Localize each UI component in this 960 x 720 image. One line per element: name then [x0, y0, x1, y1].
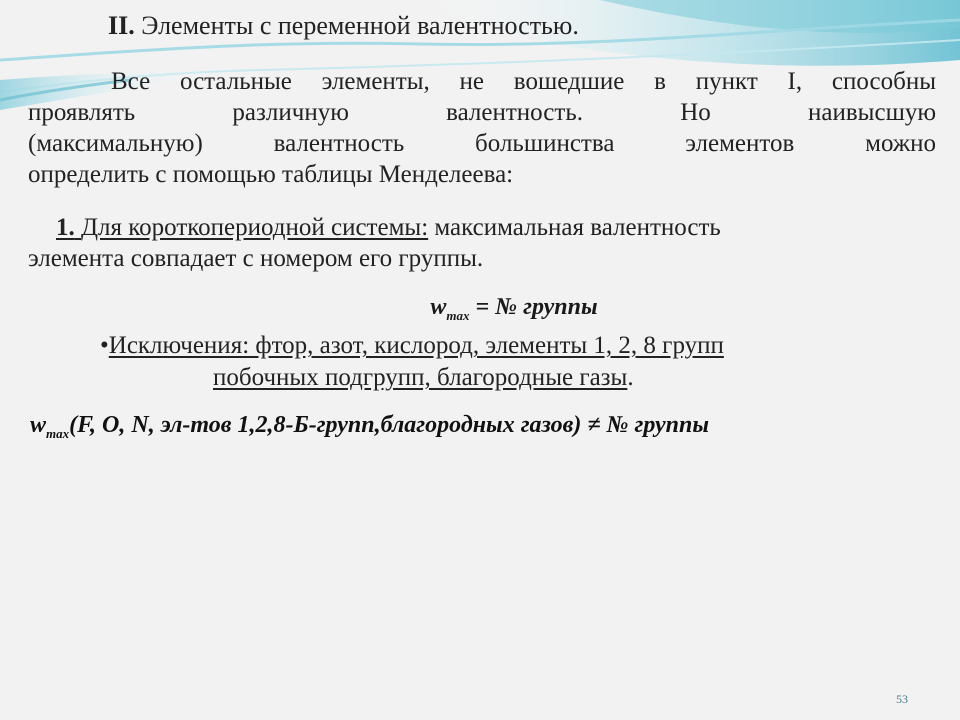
rule-text-line2: элемента совпадает с номером его группы. — [28, 245, 484, 272]
title-text: Элементы с переменной валентностью. — [141, 11, 579, 40]
formula-max-valence — [0, 292, 960, 331]
exceptions-line2-end: . — [627, 364, 634, 391]
bullet-icon: • — [100, 332, 109, 359]
intro-line: определить с помощью таблицы Менделеева: — [28, 161, 514, 188]
intro-line: (максимальную) валентность большинства элементов можно — [28, 130, 936, 157]
formula-symbol: w — [430, 294, 447, 320]
exceptions-line1: Исключения: фтор, азот, кислород, элементы 1, 2, 8 групп — [108, 332, 724, 359]
intro-line: проявлять различную валентность. Но наивысшую — [28, 99, 936, 126]
intro-paragraph — [28, 66, 936, 190]
exceptions-line2: побочных подгрупп, благородные газы — [213, 364, 628, 391]
intro-line: Все остальные элементы, не вошедшие в пункт I, способны — [111, 68, 936, 95]
rule-heading: 1. Для короткопериодной системы: — [56, 214, 429, 241]
formula-exceptions — [30, 410, 940, 449]
rule-short-period — [28, 212, 924, 274]
rule-number: 1. — [56, 214, 75, 241]
rule-text-line1: максимальная валентность — [434, 214, 721, 241]
formula-symbol: w — [30, 412, 47, 438]
page-number: 53 — [896, 692, 908, 706]
exceptions-bullet — [100, 330, 900, 394]
formula-rhs: = № группы — [475, 294, 598, 320]
formula-rhs: (F, O, N, эл-тов 1,2,8-Б-групп,благородных газов) ≠ № группы — [69, 412, 709, 438]
title-number: II. — [108, 11, 135, 40]
formula-subscript: max — [446, 307, 470, 323]
slide-title — [108, 8, 579, 44]
formula-subscript: max — [46, 425, 70, 441]
